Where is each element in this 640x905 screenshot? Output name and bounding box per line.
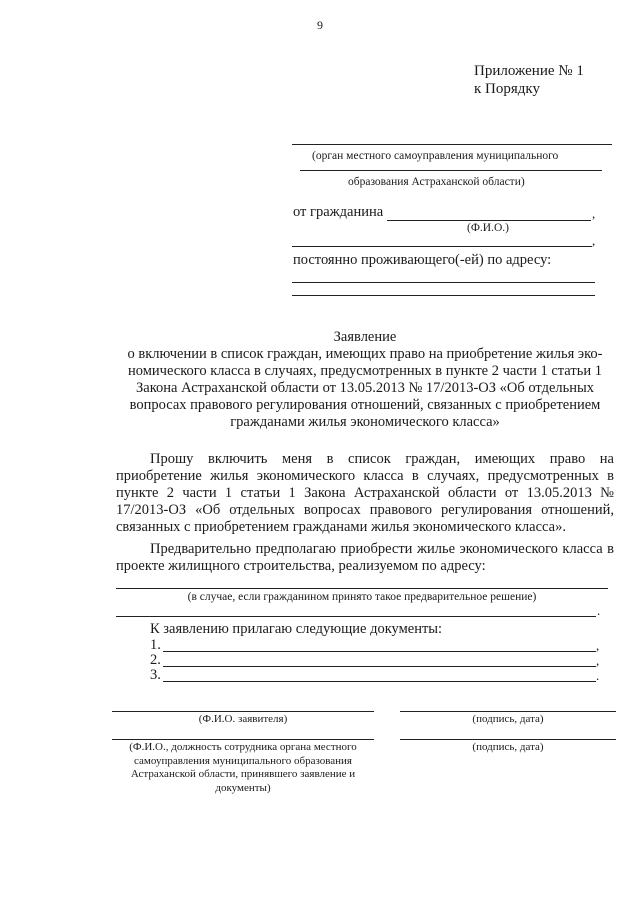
request-paragraph: Прошу включить меня в список граждан, имеющих право на приобретение жилья экономического класса в случаях, предусмотренных в пункте 2 части 1 статьи 1 Закона Астраханской области от 13.05.2013 № 17/2013-ОЗ «Об отдельных вопросах правового регулирования отношений, связанных с приобретением гражданами жилья экономического класса». (116, 451, 614, 535)
appendix-line-2: к Порядку (474, 81, 540, 97)
appendix-header (474, 62, 584, 98)
title-line-5: гражданами жилья экономического класса» (230, 414, 500, 430)
appendix-line-1: Приложение № 1 (474, 63, 584, 79)
from-citizen-label: от гражданина (293, 204, 384, 220)
address-line-1 (292, 282, 595, 283)
preliminary-paragraph: Предварительно предполагаю приобрести жилье экономического класса в проекте жилищного строительства, реализуемом по адресу: (116, 541, 614, 574)
attachment-end-3: . (596, 668, 600, 683)
housing-address-caption: (в случае, если гражданином принято такое предварительное решение) (187, 591, 537, 603)
page-number: 9 (317, 18, 323, 32)
applicant-sign-date-line (400, 711, 616, 712)
attachment-num-1: 1. (150, 637, 161, 653)
housing-address-line (116, 588, 608, 589)
attachment-line-1 (163, 651, 596, 652)
officer-signature-line (112, 739, 374, 740)
title-heading: Заявление (333, 329, 397, 345)
applicant-fio-caption: (Ф.И.О. заявителя) (198, 713, 288, 725)
attachment-num-3: 3. (150, 667, 161, 683)
attachment-num-2: 2. (150, 652, 161, 668)
citizen-name-comma-2: , (592, 233, 596, 248)
housing-address-line-2 (116, 616, 596, 617)
address-label: постоянно проживающего(-ей) по адресу: (293, 252, 552, 268)
citizen-name-comma: , (592, 206, 596, 221)
title-line-4: вопросах правового регулирования отношений, связанных с приобретением (129, 397, 601, 413)
title-line-2: номического класса в случаях, предусмотренных в пункте 2 части 1 статьи 1 (128, 363, 602, 379)
title-line-3: Закона Астраханской области от 13.05.2013 № 17/2013-ОЗ «Об отдельных (136, 380, 594, 396)
attachments-intro: К заявлению прилагаю следующие документы: (150, 621, 443, 637)
fio-caption: (Ф.И.О.) (467, 222, 509, 234)
attachment-line-3 (163, 681, 596, 682)
recipient-line-2 (300, 170, 602, 171)
attachment-end-2: , (596, 653, 600, 668)
attachment-end-1: , (596, 638, 600, 653)
address-line-2 (292, 295, 595, 296)
officer-sign-date-caption: (подпись, дата) (472, 741, 544, 753)
title-line-1: о включении в список граждан, имеющих право на приобретение жилья эко- (127, 346, 603, 362)
attachment-line-2 (163, 666, 596, 667)
housing-address-period: . (597, 603, 601, 618)
applicant-sign-date-caption: (подпись, дата) (472, 713, 544, 725)
recipient-caption-2: образования Астраханской области) (348, 176, 525, 188)
recipient-line-1 (292, 144, 612, 145)
recipient-caption-1: (орган местного самоуправления муниципального (312, 150, 559, 162)
citizen-name-line-2 (292, 246, 592, 247)
document-title (110, 329, 620, 431)
officer-caption: (Ф.И.О., должность сотрудника органа местного самоуправления муниципального образования Астраханской области, принявшего заявление и документы) (129, 741, 357, 794)
applicant-signature-line (112, 711, 374, 712)
citizen-name-line (387, 220, 591, 221)
officer-sign-date-line (400, 739, 616, 740)
